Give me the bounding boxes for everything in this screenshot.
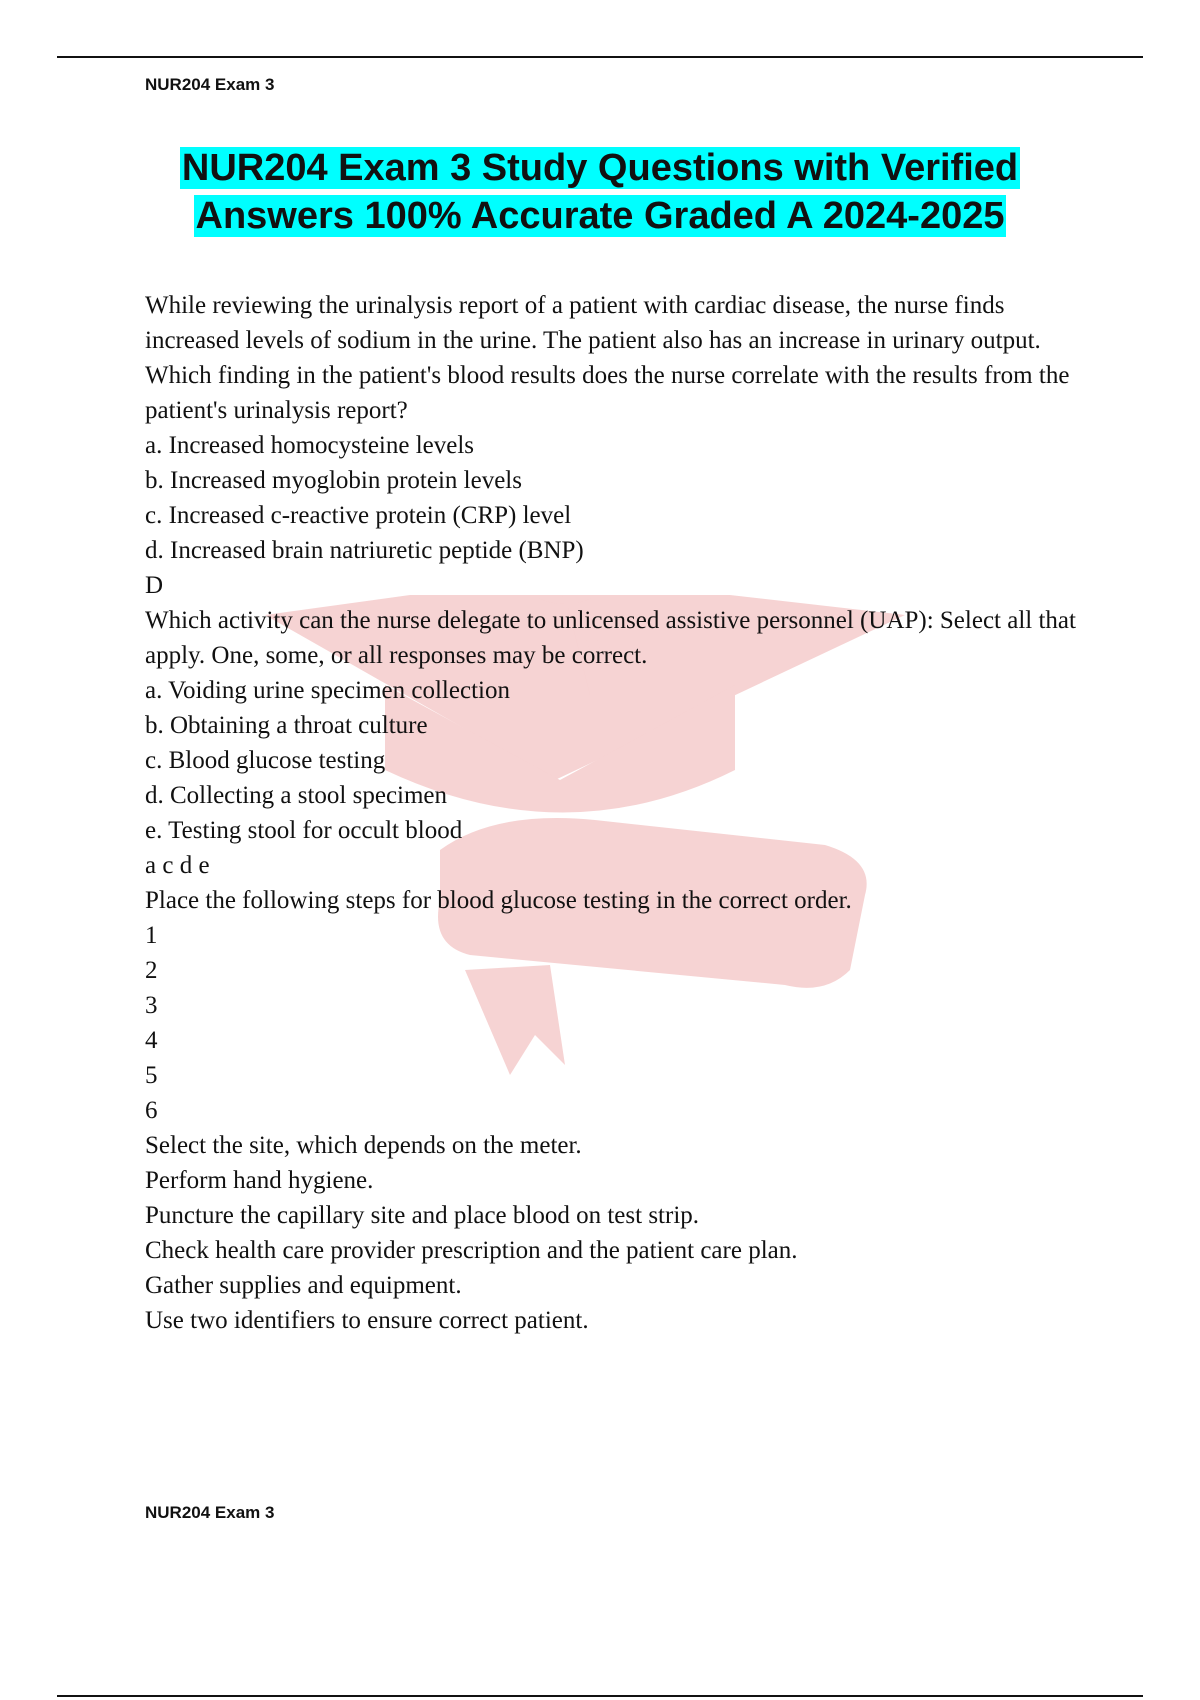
top-rule bbox=[57, 56, 1143, 58]
question-3-step-4: Check health care provider prescription and the patient care plan. bbox=[145, 1237, 798, 1264]
question-3-step-3: Puncture the capillary site and place blood on test strip. bbox=[145, 1202, 700, 1229]
question-1-option-a: a. Increased homocysteine levels bbox=[145, 432, 475, 459]
question-3-step-6: Use two identifiers to ensure correct patient. bbox=[145, 1307, 589, 1334]
question-2-option-c: c. Blood glucose testing bbox=[145, 747, 386, 774]
question-2-option-a: a. Voiding urine specimen collection bbox=[145, 677, 510, 704]
document-title bbox=[0, 144, 1200, 240]
running-footer: NUR204 Exam 3 bbox=[145, 1503, 275, 1522]
document-body bbox=[145, 288, 1085, 1338]
question-1-option-d: d. Increased brain natriuretic peptide (BNP) bbox=[145, 537, 584, 564]
question-3-number-1: 1 bbox=[145, 922, 158, 949]
question-3-stem: Place the following steps for blood glucose testing in the correct order. bbox=[145, 887, 852, 914]
question-1-stem: While reviewing the urinalysis report of a patient with cardiac disease, the nurse finds increased levels of sodium in the urine. The patient also has an increase in urinary output. Which finding in the patient's blood results does the nurse correlate with the results from the patient's urinalysis report? bbox=[145, 292, 1070, 424]
title-line-2: Answers 100% Accurate Graded A 2024-2025 bbox=[195, 195, 1005, 237]
question-3-step-5: Gather supplies and equipment. bbox=[145, 1272, 462, 1299]
title-line-1: NUR204 Exam 3 Study Questions with Verified bbox=[181, 147, 1019, 189]
running-header: NUR204 Exam 3 bbox=[145, 75, 275, 94]
question-2-stem: Which activity can the nurse delegate to unlicensed assistive personnel (UAP): Select all that apply. One, some, or all responses may be correct. bbox=[145, 607, 1076, 669]
question-2-option-d: d. Collecting a stool specimen bbox=[145, 782, 448, 809]
question-1-option-c: c. Increased c-reactive protein (CRP) level bbox=[145, 502, 572, 529]
question-3-step-1: Select the site, which depends on the meter. bbox=[145, 1132, 582, 1159]
question-3-number-3: 3 bbox=[145, 992, 158, 1019]
question-2-option-e: e. Testing stool for occult blood bbox=[145, 817, 463, 844]
question-3-number-5: 5 bbox=[145, 1062, 158, 1089]
question-1-option-b: b. Increased myoglobin protein levels bbox=[145, 467, 522, 494]
question-2-answer: a c d e bbox=[145, 852, 210, 879]
question-1-answer: D bbox=[145, 572, 164, 599]
question-3-number-4: 4 bbox=[145, 1027, 158, 1054]
question-3 bbox=[145, 883, 1085, 1338]
question-3-number-6: 6 bbox=[145, 1097, 158, 1124]
question-1 bbox=[145, 288, 1085, 603]
question-3-number-2: 2 bbox=[145, 957, 158, 984]
question-2-option-b: b. Obtaining a throat culture bbox=[145, 712, 428, 739]
question-2 bbox=[145, 603, 1085, 883]
bottom-rule bbox=[57, 1695, 1143, 1697]
question-3-step-2: Perform hand hygiene. bbox=[145, 1167, 374, 1194]
